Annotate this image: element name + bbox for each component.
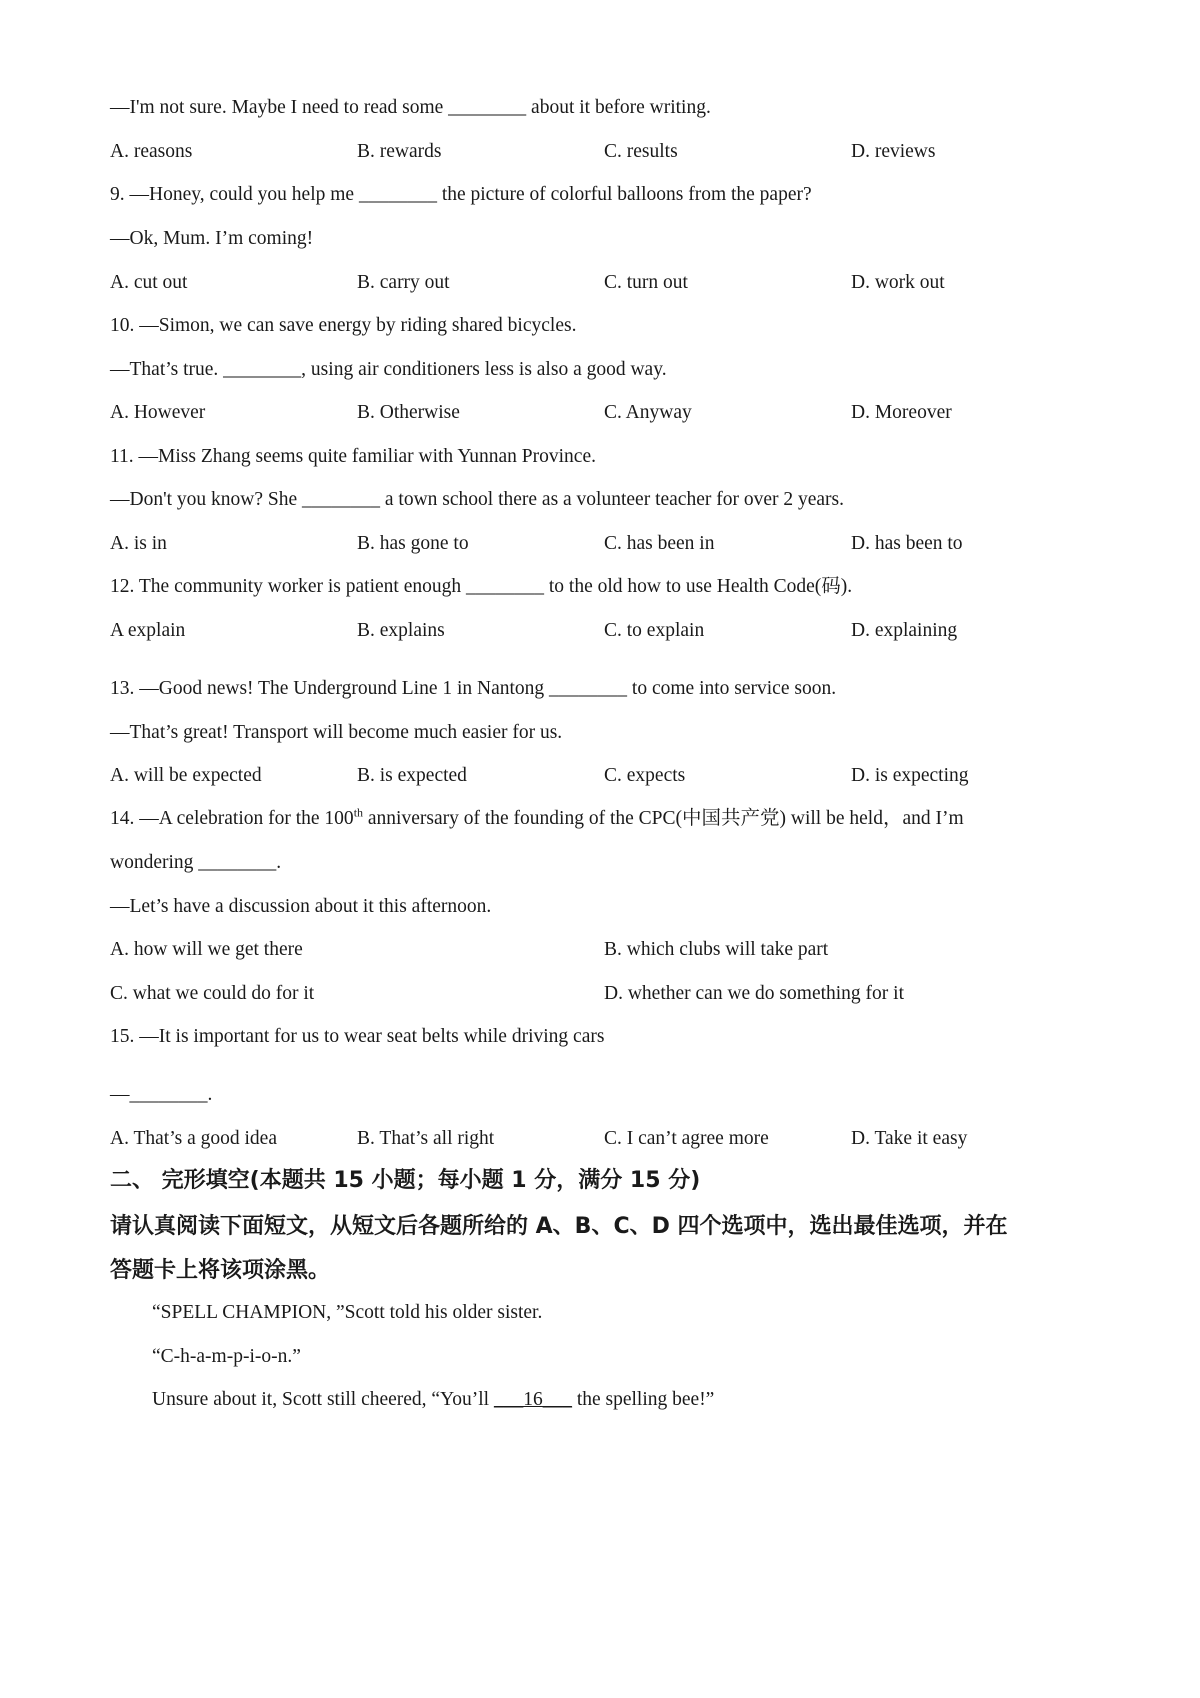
q14-line2: —Let’s have a discussion about it this afternoon. xyxy=(110,896,492,917)
q11-option-d: D. has been to xyxy=(851,533,963,554)
q8-option-c: C. results xyxy=(604,141,678,162)
q13-option-b: B. is expected xyxy=(357,765,467,786)
q12-option-a: A explain xyxy=(110,620,186,641)
q15-line2: —________. xyxy=(110,1084,213,1105)
q10-line1: 10. —Simon, we can save energy by riding shared bicycles. xyxy=(110,315,577,336)
q14-option-b: B. which clubs will take part xyxy=(604,939,829,960)
q12-option-d: D. explaining xyxy=(851,620,958,641)
passage-p3-start: Unsure about it, Scott still cheered, “You’ll xyxy=(152,1389,494,1410)
q11-line1: 11. —Miss Zhang seems quite familiar with Yunnan Province. xyxy=(110,446,596,467)
q12-option-b: B. explains xyxy=(357,620,445,641)
q9-line1: 9. —Honey, could you help me ________ the picture of colorful balloons from the paper? xyxy=(110,184,812,205)
q11-option-c: C. has been in xyxy=(604,533,715,554)
q14-line1-start: 14. —A celebration for the 100 xyxy=(110,808,354,829)
q10-option-c: C. Anyway xyxy=(604,402,692,423)
q11-line2: —Don't you know? She ________ a town school there as a volunteer teacher for over 2 years. xyxy=(110,489,845,510)
q13-line2: —That’s great! Transport will become much easier for us. xyxy=(110,722,563,743)
q13-option-d: D. is expecting xyxy=(851,765,969,786)
q10-line2: —That’s true. ________, using air conditioners less is also a good way. xyxy=(110,359,667,380)
passage-paragraph-1: “SPELL CHAMPION, ”Scott told his older sister. xyxy=(152,1302,543,1323)
q8-line2: —I'm not sure. Maybe I need to read some ________ about it before writing. xyxy=(110,97,711,118)
q9-option-a: A. cut out xyxy=(110,272,188,293)
q8-option-a: A. reasons xyxy=(110,141,193,162)
passage-paragraph-2: “C-h-a-m-p-i-o-n.” xyxy=(152,1346,301,1367)
q10-option-a: A. However xyxy=(110,402,206,423)
q12-line1: 12. The community worker is patient enough ________ to the old how to use Health Code(码). xyxy=(110,576,853,597)
q14-option-c: C. what we could do for it xyxy=(110,983,315,1004)
q15-option-d: D. Take it easy xyxy=(851,1128,968,1149)
q15-option-b: B. That’s all right xyxy=(357,1128,495,1149)
q14-line1-cont: wondering ________. xyxy=(110,852,282,873)
passage-p3-end: the spelling bee!” xyxy=(571,1389,715,1410)
q14-line1 xyxy=(110,806,964,832)
q8-option-b: B. rewards xyxy=(357,141,442,162)
q15-option-c: C. I can’t agree more xyxy=(604,1128,769,1149)
section2-title: 二、 完形填空(本题共 15 小题；每小题 1 分，满分 15 分) xyxy=(110,1168,701,1193)
q8-option-d: D. reviews xyxy=(851,141,936,162)
q10-option-d: D. Moreover xyxy=(851,402,952,423)
q14-option-a: A. how will we get there xyxy=(110,939,303,960)
q15-line1: 15. —It is important for us to wear seat belts while driving cars xyxy=(110,1026,605,1047)
q13-option-c: C. expects xyxy=(604,765,686,786)
q14-ordinal-sup: th xyxy=(353,805,364,820)
q9-line2: —Ok, Mum. I’m coming! xyxy=(110,228,314,249)
q13-line1: 13. —Good news! The Underground Line 1 in Nantong ________ to come into service soon. xyxy=(110,678,837,699)
q9-option-d: D. work out xyxy=(851,272,945,293)
q15-option-a: A. That’s a good idea xyxy=(110,1128,277,1149)
blank-16: ___16___ xyxy=(493,1389,572,1410)
q14-line1-end: anniversary of the founding of the CPC(中国共产党) will be held，and I’m xyxy=(363,808,964,829)
q14-option-d: D. whether can we do something for it xyxy=(604,983,905,1004)
section2-instruction-1: 请认真阅读下面短文，从短文后各题所给的 A、B、C、D 四个选项中，选出最佳选项，并在 xyxy=(110,1214,1008,1239)
passage-paragraph-3 xyxy=(152,1387,714,1413)
q10-option-b: B. Otherwise xyxy=(357,402,460,423)
q11-option-b: B. has gone to xyxy=(357,533,469,554)
section2-instruction-2: 答题卡上将该项涂黑。 xyxy=(110,1258,331,1283)
q13-option-a: A. will be expected xyxy=(110,765,262,786)
q12-option-c: C. to explain xyxy=(604,620,705,641)
q11-option-a: A. is in xyxy=(110,533,167,554)
q9-option-c: C. turn out xyxy=(604,272,688,293)
q9-option-b: B. carry out xyxy=(357,272,450,293)
